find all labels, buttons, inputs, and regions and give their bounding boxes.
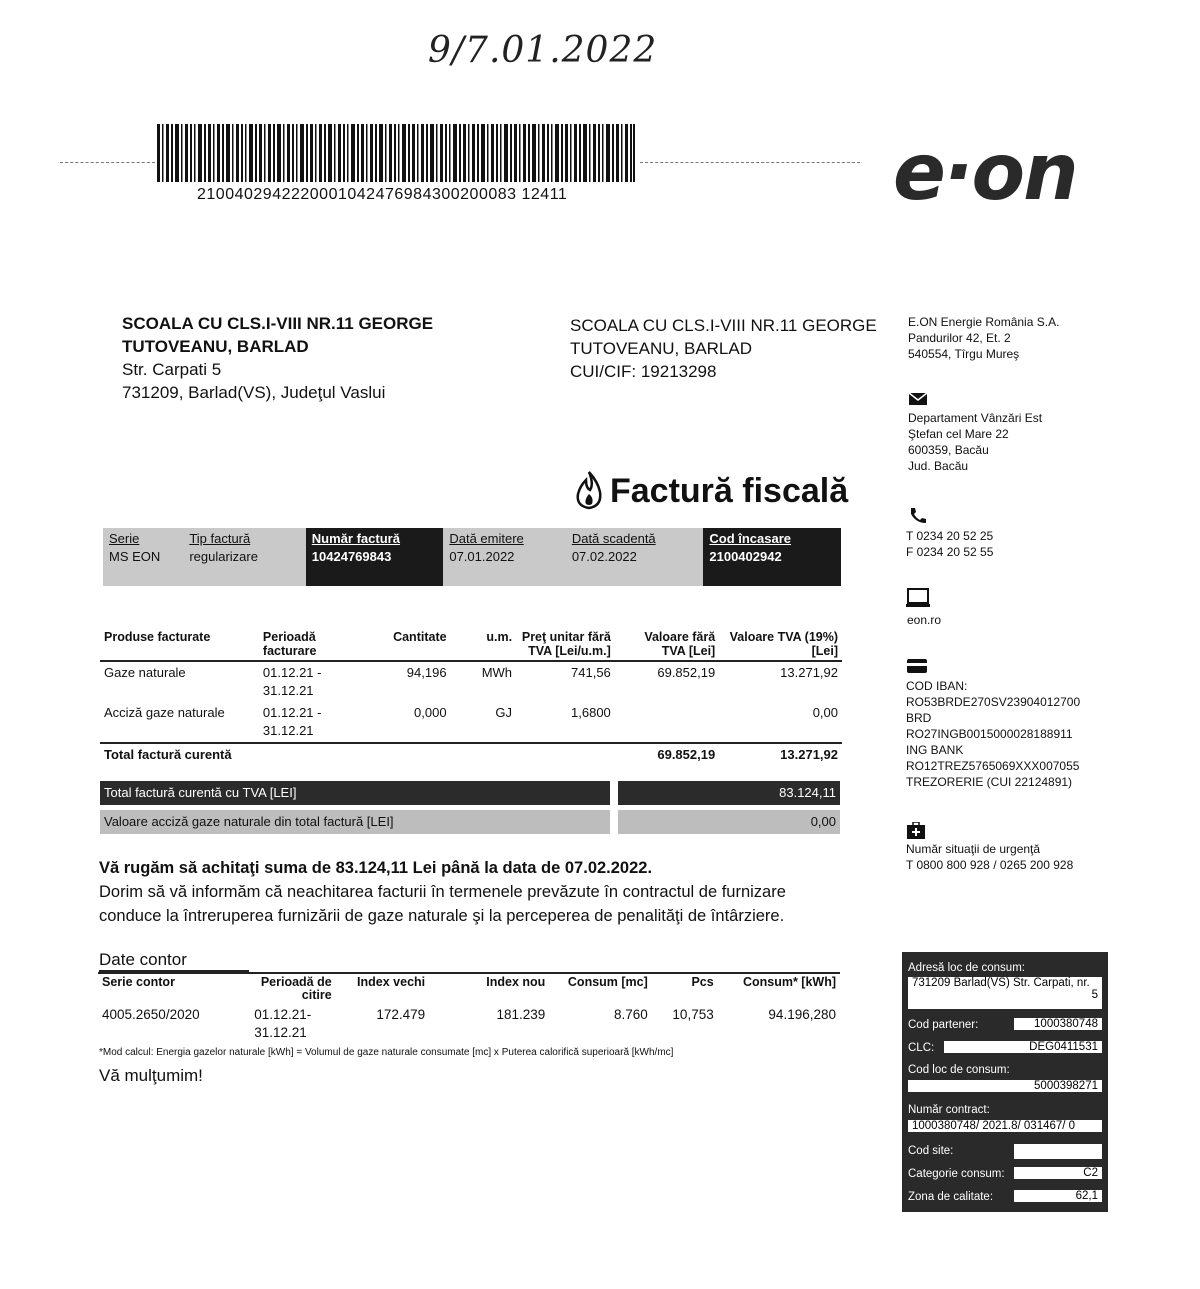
meter-cell: 181.239 — [496, 1007, 546, 1022]
item-cell: 741,56 — [571, 665, 611, 680]
partner-label: Cod partener: — [908, 1019, 979, 1031]
total-value: 69.852,19 — [615, 743, 719, 766]
partner-value: 1000380748 — [1014, 1018, 1102, 1030]
sales-department — [908, 410, 1042, 474]
item-cell: Gaze naturale — [104, 665, 186, 680]
excise-label: Valoare acciză gaze naturale din total factură [LEI] — [100, 810, 610, 834]
supplier-company: E.ON Energie România S.A. — [908, 315, 1060, 329]
total-vat: 13.271,92 — [719, 743, 842, 766]
item-cell: 0,000 — [414, 705, 447, 720]
items-header: Valoare fără TVA [Lei] — [615, 628, 719, 661]
address-number: 5 — [1091, 989, 1098, 1001]
emitere-value: 07.01.2022 — [449, 549, 515, 564]
category-value: C2 — [1014, 1167, 1102, 1179]
site-label: Cod site: — [908, 1145, 954, 1157]
total-label: Total factură curentă — [100, 743, 615, 766]
tip-cell — [183, 528, 305, 586]
place-value: 5000398271 — [908, 1080, 1102, 1092]
iban-line: RO27INGB0015000028188911 — [906, 727, 1073, 741]
dept-street: Ştefan cel Mare 22 — [908, 427, 1009, 441]
meter-cell: 94.196,280 — [768, 1007, 836, 1022]
computer-icon — [906, 588, 930, 608]
customer-address — [122, 312, 433, 404]
address-value — [908, 977, 1102, 1009]
cod-label: Cod încasare — [709, 531, 792, 546]
scadenta-value: 07.02.2022 — [571, 549, 637, 564]
meter-cell: 4005.2650/2020 — [102, 1007, 200, 1022]
meter-header: Consum [mc] — [549, 973, 651, 1004]
phone-contacts — [906, 528, 993, 560]
meter-table — [98, 972, 840, 1044]
scadenta-label: Dată scadentă — [571, 531, 656, 546]
dashed-rule — [60, 162, 155, 163]
supplier-address — [908, 314, 1059, 362]
dept-city: 600359, Bacău — [908, 443, 989, 457]
customer-city: 731209, Barlad(VS), Judeţul Vaslui — [122, 383, 386, 402]
total-with-vat-value: 83.124,11 — [618, 781, 840, 805]
phone-icon — [908, 506, 926, 524]
emitere-cell — [443, 528, 565, 586]
thank-you: Vă mulţumim! — [99, 1066, 203, 1085]
dashed-rule — [640, 162, 860, 163]
meter-cell: 10,753 — [672, 1007, 714, 1022]
first-aid-icon — [906, 822, 926, 840]
items-header: Preţ unitar fără TVA [Lei/u.m.] — [516, 628, 615, 661]
item-cell: MWh — [481, 665, 513, 680]
emergency-phone: T 0800 800 928 / 0265 200 928 — [906, 858, 1074, 872]
customer-name-1: SCOALA CU CLS.I-VIII NR.11 GEORGE — [122, 314, 434, 333]
numar-value: 10424769843 — [311, 549, 392, 564]
item-cell — [615, 702, 719, 743]
clc-value: DEG0411531 — [944, 1041, 1102, 1053]
tip-value: regularizare — [189, 549, 258, 564]
clc-label: CLC: — [908, 1042, 935, 1054]
invoice-items-table — [100, 628, 842, 766]
meter-header: Pcs — [652, 973, 718, 1004]
website[interactable]: eon.ro — [907, 613, 942, 627]
tip-label: Tip factură — [189, 531, 251, 546]
scadenta-cell — [566, 528, 704, 586]
emergency-contact — [906, 841, 1073, 873]
billing-name-2: TUTOVEANU, BARLAD — [570, 339, 753, 358]
items-header: Valoare TVA (19%) [Lei] — [719, 628, 842, 661]
barcode-number: 2100402942220001042476984300200083 12411 — [197, 186, 568, 203]
meter-header: Index vechi — [336, 973, 429, 1004]
table-row — [100, 702, 842, 743]
item-cell: Acciză gaze naturale — [104, 705, 225, 720]
contract-value: 1000380748/ 2021.8/ 031467/ 0 — [908, 1120, 1102, 1132]
table-row — [100, 661, 842, 702]
iban-label: COD IBAN: — [906, 679, 968, 693]
serie-value: MS EON — [109, 549, 161, 564]
card-icon — [906, 658, 928, 674]
payment-line-3: conduce la întreruperea furnizării de gaze naturale şi la perceperea de penalităţi de întârziere. — [99, 907, 785, 925]
serie-label: Serie — [109, 531, 140, 546]
table-row — [98, 1004, 840, 1044]
address-label: Adresă loc de consum: — [908, 962, 1025, 974]
cod-cell — [703, 528, 841, 586]
numar-cell — [306, 528, 444, 586]
billing-address — [570, 314, 877, 383]
item-cell: 94,196 — [406, 665, 447, 680]
items-header: Perioadă facturare — [259, 628, 347, 661]
cod-value: 2100402942 — [709, 549, 782, 564]
category-label: Categorie consum: — [908, 1168, 1005, 1180]
iban-line: TREZORERIE (CUI 22124891) — [906, 775, 1073, 789]
meter-header: Consum* [kWh] — [718, 973, 840, 1004]
emergency-label: Număr situaţii de urgenţă — [906, 842, 1041, 856]
total-with-vat-label: Total factură curentă cu TVA [LEI] — [100, 781, 610, 805]
meter-cell: 172.479 — [376, 1007, 426, 1022]
item-cell: 1,6800 — [571, 705, 611, 720]
supplier-street: Pandurilor 42, Et. 2 — [908, 331, 1011, 345]
consumption-place-box — [902, 952, 1108, 1212]
emitere-label: Dată emitere — [449, 531, 524, 546]
item-cell: 69.852,19 — [657, 665, 716, 680]
page-title: Factură fiscală — [610, 472, 849, 510]
meter-header: Index nou — [429, 973, 549, 1004]
items-header: u.m. — [451, 628, 516, 661]
contract-label: Număr contract: — [908, 1104, 990, 1116]
iban-line: ING BANK — [906, 743, 964, 757]
phone-number: T 0234 20 52 25 — [906, 529, 994, 543]
numar-label: Număr factură — [311, 531, 400, 546]
customer-name-2: TUTOVEANU, BARLAD — [122, 337, 309, 356]
item-cell: 0,00 — [812, 705, 838, 720]
billing-name-1: SCOALA CU CLS.I-VIII NR.11 GEORGE — [570, 316, 877, 335]
handwritten-date: 9/7.01.2022 — [428, 30, 658, 71]
place-label: Cod loc de consum: — [908, 1064, 1010, 1076]
excise-value: 0,00 — [618, 810, 840, 834]
flame-icon — [572, 470, 606, 510]
invoice-header-table — [103, 528, 841, 586]
meter-header: Perioadă de citire — [250, 973, 335, 1004]
total-row — [100, 743, 842, 766]
iban-line: RO12TREZ5765069XXX007055 — [906, 759, 1080, 773]
iban-line: RO53BRDE270SV23904012700 — [906, 695, 1081, 709]
quality-label: Zona de calitate: — [908, 1191, 994, 1203]
site-value — [1014, 1144, 1102, 1159]
eon-logo: e·on — [893, 128, 1077, 218]
calculation-note: *Mod calcul: Energia gazelor naturale [kWh] = Volumul de gaze naturale consumate [mc] x Puterea calorifică superioară [kWh/mc] — [99, 1047, 674, 1058]
items-header: Produse facturate — [100, 628, 259, 661]
dept-county: Jud. Bacău — [908, 459, 969, 473]
item-cell: 01.12.21 - 31.12.21 — [262, 705, 322, 738]
iban-line: BRD — [906, 711, 932, 725]
payment-message — [99, 856, 859, 928]
serie-cell — [103, 528, 183, 586]
fax-number: F 0234 20 52 55 — [906, 545, 994, 559]
supplier-city: 540554, Tîrgu Mureş — [908, 347, 1020, 361]
meter-cell: 8.760 — [613, 1007, 648, 1022]
meter-section-title: Date contor — [99, 950, 249, 972]
iban-list — [906, 678, 1080, 790]
billing-cui: CUI/CIF: 19213298 — [570, 362, 717, 381]
meter-header-row — [98, 973, 840, 1004]
payment-line-1: Vă rugăm să achitaţi suma de 83.124,11 Lei până la data de 07.02.2022. — [99, 859, 653, 877]
dept-name: Departament Vânzări Est — [908, 411, 1043, 425]
customer-street: Str. Carpati 5 — [122, 360, 222, 379]
meter-header: Serie contor — [98, 973, 250, 1004]
items-header: Cantitate — [347, 628, 451, 661]
address-line: 731209 Barlad(VS) Str. Carpati, nr. — [912, 977, 1090, 989]
payment-line-2: Dorim să vă informăm că neachitarea facturii în termenele prevăzute în contractul de furnizare — [99, 883, 786, 901]
item-cell: 01.12.21 - 31.12.21 — [262, 665, 322, 698]
item-cell: GJ — [495, 705, 513, 720]
items-header-row — [100, 628, 842, 661]
quality-value: 62,1 — [1014, 1190, 1102, 1202]
item-cell: 13.271,92 — [780, 665, 838, 680]
barcode-image — [157, 124, 635, 182]
meter-cell: 01.12.21- 31.12.21 — [254, 1007, 312, 1040]
mail-icon — [908, 392, 928, 406]
